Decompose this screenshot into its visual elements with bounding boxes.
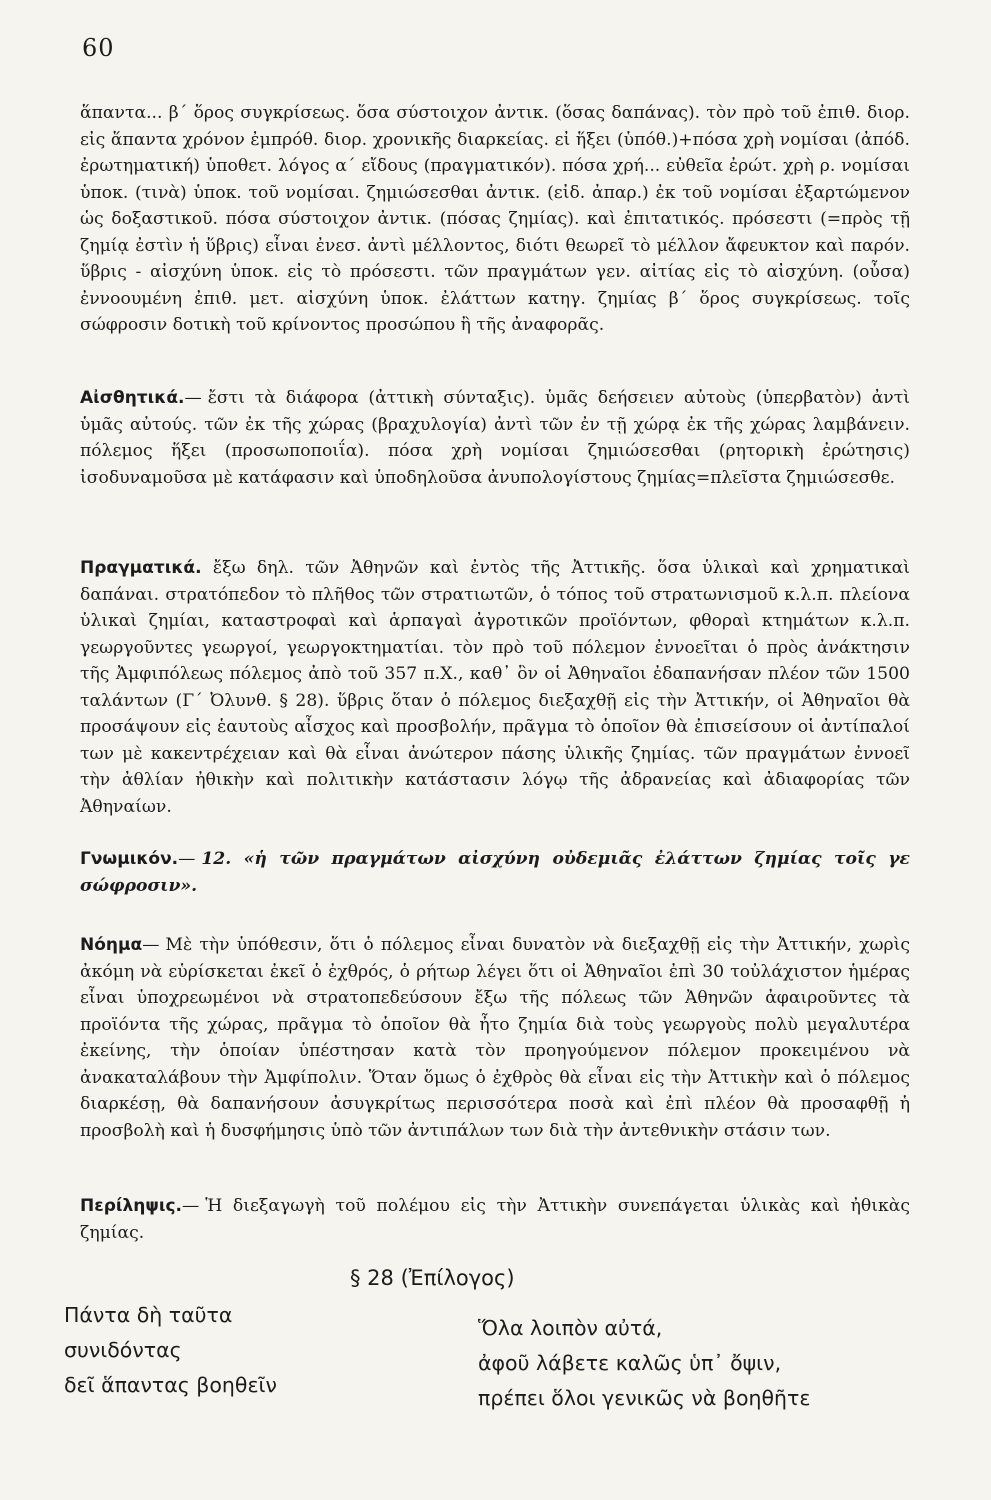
- translation-line: Ὅλα λοιπὸν αὐτά,: [478, 1316, 663, 1340]
- maxim-text: 12. «ἡ τῶν πραγμάτων αἰσχύνη οὐδεμιᾶς ἐλάττων ζημίας τοῖς γε σώφροσιν».: [80, 849, 910, 896]
- summary-heading: Περίληψις.: [80, 1196, 182, 1216]
- commentary-grammar: [80, 100, 910, 339]
- commentary-maxim: [80, 846, 910, 899]
- summary-text: Ἡ διεξαγωγὴ τοῦ πολέμου εἰς τὴν Ἀττικὴν συνεπάγεται ὑλικὰς καὶ ἠθικὰς ζημίας.: [80, 1196, 910, 1243]
- section-title: § 28 (Ἐπίλογος): [350, 1266, 515, 1290]
- commentary-meaning: [80, 932, 910, 1144]
- dash: —: [184, 388, 202, 408]
- aesthetics-heading: Αἰσθητικά.: [80, 388, 185, 408]
- commentary-summary: [80, 1193, 910, 1246]
- original-line: δεῖ ἅπαντας βοηθεῖν: [64, 1373, 277, 1397]
- dash: —: [182, 1196, 200, 1216]
- translation-line: πρέπει ὅλοι γενικῶς νὰ βοηθῆτε: [478, 1386, 811, 1410]
- dash: —: [142, 935, 160, 955]
- realia-text: ἔξω δηλ. τῶν Ἀθηνῶν καὶ ἐντὸς τῆς Ἀττικῆς. ὅσα ὑλικαὶ καὶ χρηματικαὶ δαπάναι. στρατόπεδον τὸ πλῆθος τῶν στρατιωτῶν, ὁ τόπος τοῦ στρατωνισμοῦ κ.λ.π. πλείονα ὑλικαὶ ζημίαι, καταστροφαὶ καὶ ἁρπαγαὶ ἀγροτικῶν προϊόντων, φθοραὶ κτημάτων κ.λ.π. γεωργοῦντες γεωργοί, γεωργοκτηματίαι. τὸν πρὸ τοῦ πόλεμον ἐννοεῖται ὁ πρὸς ἀνάκτησιν τῆς Ἀμφιπόλεως πόλεμος ἀπὸ τοῦ 357 π.Χ., καθ᾽ ὃν οἱ Ἀθηναῖοι ἐδαπανήσαν πλέον τῶν 1500 ταλάντων (Γ΄ Ὀλυνθ. § 28). ὕβρις ὅταν ὁ πόλεμος διεξαχθῇ εἰς τὴν Ἀττικήν, οἱ Ἀθηναῖοι θὰ προσάψουν εἰς ἑαυτοὺς αἶσχος καὶ προσβολήν, πρᾶγμα τὸ ὁποῖον θὰ ἐπισείσουν οἱ ἀντίπαλοί των μὲ κακεντρέχειαν καὶ θὰ εἶναι ἀνώτερον πάσης ὑλικῆς ζημίας. τῶν πραγμάτων ἐννοεῖ τὴν ἀθλίαν ἠθικὴν καὶ πολιτικὴν κατάστασιν λόγῳ τῆς ἀδρανείας καὶ ἀδιαφορίας τῶν Ἀθηναίων.: [80, 558, 911, 817]
- original-line: Πάντα δὴ ταῦτα: [64, 1303, 233, 1327]
- meaning-heading: Νόημα: [80, 935, 143, 955]
- translation-line: ἀφοῦ λάβετε καλῶς ὑπ᾽ ὄψιν,: [478, 1351, 782, 1375]
- realia-heading: Πραγματικά.: [80, 558, 202, 578]
- maxim-heading: Γνωμικόν.: [80, 849, 179, 869]
- commentary-grammar-text: ἅπαντα... β΄ ὅρος συγκρίσεως. ὅσα σύστοιχον ἀντικ. (ὅσας δαπάνας). τὸν πρὸ τοῦ ἐπιθ. διορ. εἰς ἅπαντα χρόνον ἐμπρόθ. διορ. χρονικῆς διαρκείας. εἰ ἥξει (ὑπόθ.)+πόσα χρὴ νομίσαι (ἀπόδ. ἐρωτηματική) ὑποθετ. λόγος α΄ εἴδους (πραγματικόν). πόσα χρή... εὐθεῖα ἐρώτ. χρὴ ρ. νομίσαι ὑποκ. (τινὰ) ὑποκ. τοῦ νομίσαι. ζημιώσεσθαι ἀντικ. (εἰδ. ἀπαρ.) ἐκ τοῦ νομίσαι ἐξαρτώμενον ὡς δοξαστικοῦ. πόσα σύστοιχον ἀντικ. (πόσας ζημίας). καὶ ἐπιτατικός. πρόσεστι (=πρὸς τῇ ζημίᾳ ἐστὶν ἡ ὕβρις) εἶναι ἐνεσ. ἀντὶ μέλλοντος, διότι θεωρεῖ τὸ μέλλον ἄφευκτον καὶ παρόν. ὕβρις - αἰσχύνη ὑποκ. εἰς τὸ πρόσεστι. τῶν πραγμάτων γεν. αἰτίας εἰς τὸ αἰσχύνη. (οὖσα) ἐννοουμένη ἐπιθ. μετ. αἰσχύνη ὑποκ. ἐλάττων κατηγ. ζημίας β΄ ὅρος συγκρίσεως. τοῖς σώφροσιν δοτικὴ τοῦ κρίνοντος προσώπου ἢ τῆς ἀναφορᾶς.: [80, 103, 910, 335]
- page-number: 60: [82, 34, 115, 62]
- dash: —: [178, 849, 196, 869]
- original-line: συνιδόντας: [64, 1338, 182, 1362]
- aesthetics-text: ἔστι τὰ διάφορα (ἀττικὴ σύνταξις). ὑμᾶς δεήσειεν αὐτοὺς (ὑπερβατὸν) ἀντὶ ὑμᾶς αὐτούς. τῶν ἐκ τῆς χώρας (βραχυλογία) ἀντὶ τῶν ἐν τῇ χώρᾳ ἐκ τῆς χώρας λαμβάνειν. πόλεμος ἥξει (προσωποποιΐα). πόσα χρὴ νομίσαι ζημιώσεσθαι (ρητορικὴ ἐρώτησις) ἰσοδυναμοῦσα μὲ κατάφασιν καὶ ὑποδηλοῦσα ἀνυπολογίστους ζημίας=πλεῖστα ζημιώσεσθε.: [80, 388, 910, 488]
- original-text-column: [64, 1298, 277, 1403]
- commentary-realia: [80, 555, 910, 820]
- commentary-aesthetics: [80, 385, 910, 491]
- meaning-text: Μὲ τὴν ὑπόθεσιν, ὅτι ὁ πόλεμος εἶναι δυνατὸν νὰ διεξαχθῇ εἰς τὴν Ἀττικήν, χωρὶς ἀκόμη νὰ εὑρίσκεται ἐκεῖ ὁ ἐχθρός, ὁ ρήτωρ λέγει ὅτι οἱ Ἀθηναῖοι ἐπὶ 30 τοὐλάχιστον ἡμέρας εἶναι ὑποχρεωμένοι νὰ στρατοπεδεύσουν ἔξω τῆς πόλεως τῶν Ἀθηνῶν ἀφαιροῦντες τὰ προϊόντα τῆς χώρας, πρᾶγμα τὸ ὁποῖον θὰ ἦτο ζημία διὰ τοὺς γεωργοὺς πολὺ μεγαλυτέρα ἐκείνης, τὴν ὁποίαν ὑπέστησαν κατὰ τὸν προηγούμενον πόλεμον προκειμένου νὰ ἀνακαταλάβουν τὴν Ἀμφίπολιν. Ὅταν ὅμως ὁ ἐχθρὸς θὰ εἶναι εἰς τὴν Ἀττικὴν καὶ ὁ πόλεμος διαρκέσῃ, θὰ δαπανήσουν ἀσυγκρίτως περισσότερα ποσὰ καὶ ἐπὶ πλέον θὰ προσαφθῇ ἡ προσβολὴ καὶ ἡ δυσφήμησις ὑπὸ τῶν ἀντιπάλων των διὰ τὴν ἀντεθνικὴν στάσιν των.: [80, 935, 910, 1141]
- translation-column: [478, 1311, 810, 1416]
